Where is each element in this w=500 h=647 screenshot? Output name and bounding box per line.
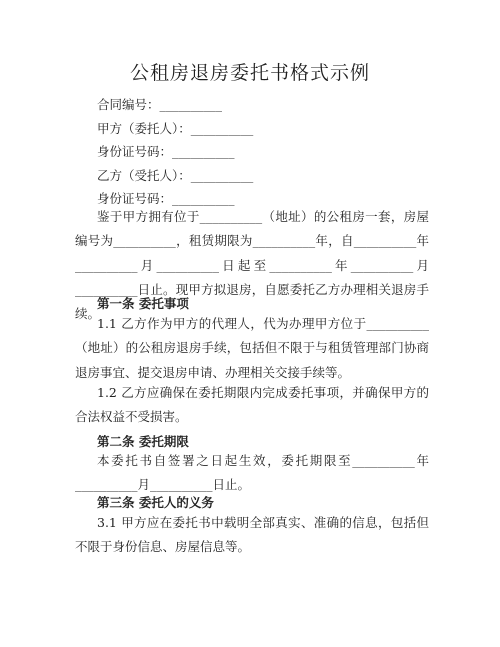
contract-number-field: 合同编号：__________ — [97, 97, 223, 112]
section-3-paragraph-1: 3.1 甲方应在委托书中载明全部真实、准确的信息，包括但不限于身份信息、房屋信息等。 — [75, 515, 429, 555]
party-b-id-field: 身份证号码：__________ — [97, 191, 235, 206]
intro-paragraph: 鉴于甲方拥有位于__________（地址）的公租房一套，房屋编号为__________，租赁期限为__________年，自__________年__________月__________日起至__________年__________月__________日止。现甲方拟退房，自愿委托乙方办理相关退房手续。 — [75, 209, 429, 322]
section-1-paragraph-1: 1.1 乙方作为甲方的代理人，代为办理甲方位于__________（地址）的公租房退房手续，包括但不限于与租赁管理部门协商退房事宜、提交退房申请、办理相关交接手续等。 — [75, 316, 429, 380]
party-a-id-field: 身份证号码：__________ — [97, 144, 235, 159]
section-1-heading: 第一条 委托事项 — [97, 296, 189, 311]
section-2-paragraph-1: 本委托书自签署之日起生效，委托期限至__________年__________月__________日止。 — [75, 453, 429, 493]
section-1-paragraph-2: 1.2 乙方应确保在委托期限内完成委托事项，并确保甲方的合法权益不受损害。 — [75, 385, 429, 425]
section-3-heading: 第三条 委托人的义务 — [97, 495, 214, 510]
party-b-field: 乙方（受托人）：__________ — [97, 168, 254, 183]
section-2-heading: 第二条 委托期限 — [97, 434, 189, 449]
party-a-field: 甲方（委托人）：__________ — [97, 121, 254, 136]
document-title: 公租房退房委托书格式示例 — [129, 62, 370, 84]
